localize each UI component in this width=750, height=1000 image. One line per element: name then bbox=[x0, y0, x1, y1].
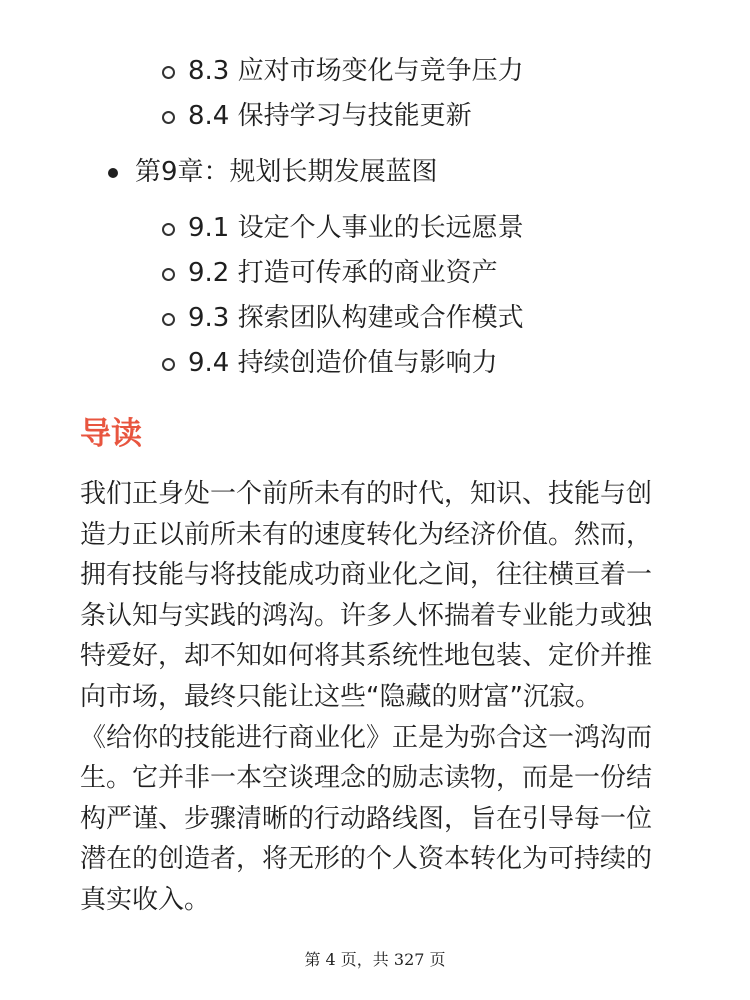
circle-bullet-icon bbox=[162, 358, 175, 371]
paragraph-line: 《给你的技能进行商业化》正是为弥合这一鸿沟而 bbox=[80, 722, 653, 753]
chapter-title: 第9章：规划长期发展蓝图 bbox=[135, 157, 438, 187]
page-number: 第 4 页，共 327 页 bbox=[304, 950, 446, 969]
paragraph-line: 生。它并非一本空谈理念的励志读物，而是一份结 bbox=[80, 763, 653, 794]
intro-paragraph bbox=[80, 474, 676, 921]
paragraph-line: 拥有技能与将技能成功商业化之间，往往横亘着一 bbox=[80, 560, 653, 591]
circle-bullet-icon bbox=[162, 111, 175, 124]
paragraph-line: 条认知与实践的鸿沟。许多人怀揣着专业能力或独 bbox=[80, 600, 653, 631]
list-item-text: 8.3 应对市场变化与竞争压力 bbox=[188, 56, 524, 86]
circle-bullet-icon bbox=[162, 223, 175, 236]
paragraph-line: 向市场，最终只能让这些“隐藏的财富”沉寂。 bbox=[80, 681, 601, 712]
list-item-text: 9.4 持续创造价值与影响力 bbox=[188, 348, 498, 378]
section-heading: 导读 bbox=[80, 416, 142, 452]
list-item-text: 9.3 探索团队构建或合作模式 bbox=[188, 303, 524, 333]
paragraph-line: 造力正以前所未有的速度转化为经济价值。然而， bbox=[80, 519, 653, 550]
paragraph-line: 真实收入。 bbox=[80, 884, 211, 915]
circle-bullet-icon bbox=[162, 268, 175, 281]
disc-bullet-icon bbox=[108, 168, 118, 178]
circle-bullet-icon bbox=[162, 66, 175, 79]
paragraph-line: 特爱好，却不知如何将其系统性地包装、定价并推 bbox=[80, 641, 653, 672]
paragraph-line: 潜在的创造者，将无形的个人资本转化为可持续的 bbox=[80, 844, 653, 875]
list-item-text: 9.2 打造可传承的商业资产 bbox=[188, 258, 498, 288]
list-item-text: 8.4 保持学习与技能更新 bbox=[188, 101, 472, 131]
paragraph-line: 我们正身处一个前所未有的时代，知识、技能与创 bbox=[80, 479, 653, 509]
list-item-text: 9.1 设定个人事业的长远愿景 bbox=[188, 213, 524, 243]
paragraph-line: 构严谨、步骤清晰的行动路线图，旨在引导每一位 bbox=[80, 803, 653, 834]
circle-bullet-icon bbox=[162, 313, 175, 326]
